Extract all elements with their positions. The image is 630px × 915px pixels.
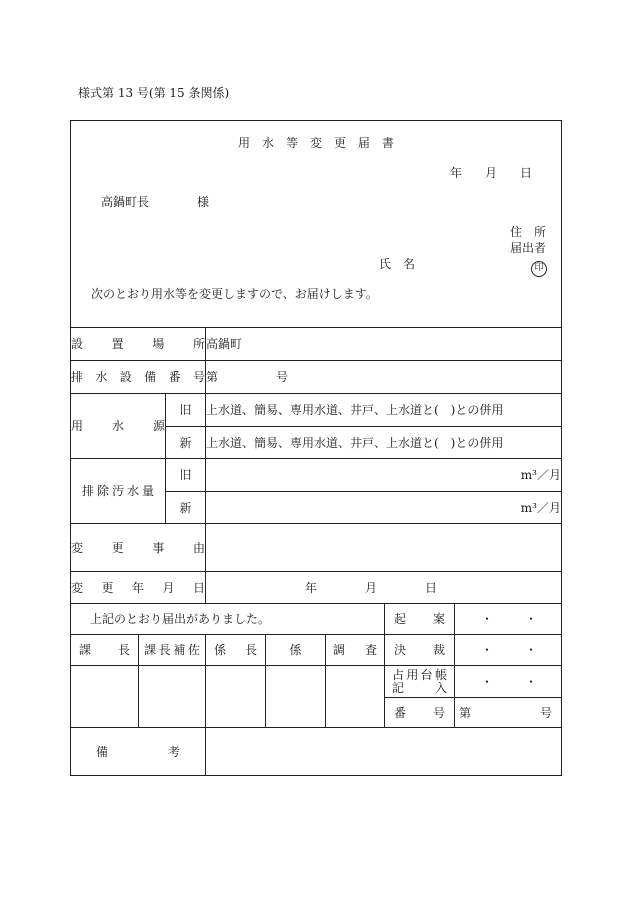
location-label-cell <box>71 328 206 361</box>
number-label <box>394 706 445 720</box>
ledger-label-cell <box>385 666 455 698</box>
form-number: 様式第 13 号(第 15 条関係) <box>78 86 230 100</box>
char: 裁 <box>432 643 445 657</box>
char: 長 <box>158 643 171 657</box>
char: 番 <box>394 705 407 720</box>
form-title <box>238 136 394 150</box>
char: 起 <box>394 612 407 626</box>
change-date-value <box>206 572 562 604</box>
water-source-old-value: 上水道、簡易、専用水道、井戸、上水道と( )との併用 <box>206 394 562 427</box>
char: 占 <box>392 667 405 682</box>
stamp-box-section-head <box>206 666 266 728</box>
char: 届 <box>357 136 370 150</box>
char: 名 <box>402 257 415 271</box>
wastewater-old-label: 旧 <box>166 459 206 492</box>
char: 考 <box>167 744 180 759</box>
ledger-label-line1 <box>392 669 447 682</box>
char: 等 <box>285 136 298 150</box>
water-source-label-cell <box>71 394 166 459</box>
decision-label <box>394 643 445 657</box>
char: 者 <box>534 241 547 255</box>
number-value-cell <box>455 698 562 728</box>
statement: 次のとおり用水等を変更しますので、お届けします。 <box>91 287 378 301</box>
date-year-label: 年 <box>450 166 463 180</box>
drain-number-suffix: 号 <box>275 370 288 384</box>
char: 年 <box>131 580 144 595</box>
char: 決 <box>394 643 407 657</box>
char: 課 <box>79 643 92 657</box>
number-field <box>459 706 552 720</box>
approver-inspection-cell <box>326 635 385 666</box>
change-date-month: 月 <box>364 580 377 595</box>
dot: ・ <box>524 674 537 689</box>
reason-label-cell <box>71 524 206 572</box>
char: 査 <box>364 643 377 657</box>
char: 変 <box>71 580 84 595</box>
decision-date-cell <box>455 635 562 666</box>
date-day-label: 日 <box>519 166 532 180</box>
approver-section-head-label <box>214 643 257 657</box>
change-date-label-cell <box>71 572 206 604</box>
draft-label <box>394 612 445 626</box>
char: 用 <box>238 136 251 150</box>
approver-inspection-label <box>333 643 377 657</box>
address-label <box>510 225 546 239</box>
addressee: 高鍋町長 <box>101 195 150 209</box>
dot: ・ <box>481 643 494 657</box>
char: 氏 <box>379 257 392 271</box>
char: 水 <box>126 484 139 498</box>
change-date-year: 年 <box>305 580 318 595</box>
char: 水 <box>95 370 108 384</box>
char: 用 <box>71 419 84 433</box>
char: 置 <box>111 337 124 351</box>
draft-label-cell <box>385 604 455 635</box>
char: 用 <box>406 667 419 682</box>
char: 源 <box>152 419 165 433</box>
char: 排 <box>82 484 95 498</box>
approver-staff-label: 係 <box>266 635 326 666</box>
location-value: 高鍋町 <box>206 328 562 361</box>
char: 除 <box>96 484 109 498</box>
wastewater-label <box>82 484 154 498</box>
draft-date-cell <box>455 604 562 635</box>
remarks-label <box>96 745 180 759</box>
char: 排 <box>71 370 84 384</box>
date-month-label: 月 <box>484 166 497 180</box>
drain-number-field <box>206 370 288 384</box>
char: 備 <box>96 744 109 759</box>
addressee-honorific: 様 <box>197 195 210 209</box>
approver-chief-cell <box>71 635 139 666</box>
stamp-box-deputy-chief <box>139 666 206 728</box>
char: 日 <box>192 580 205 595</box>
stamp-box-staff <box>266 666 326 728</box>
char: 書 <box>381 136 394 150</box>
remarks-label-cell <box>71 728 206 776</box>
approver-deputy-chief-cell <box>139 635 206 666</box>
change-date-field <box>305 581 437 595</box>
char: 事 <box>152 540 165 555</box>
water-source-new-value: 上水道、簡易、専用水道、井戸、上水道と( )との併用 <box>206 427 562 459</box>
char: 由 <box>192 540 205 555</box>
dot: ・ <box>524 643 537 657</box>
water-source-old-label: 旧 <box>166 394 206 427</box>
char: 佐 <box>187 643 200 657</box>
char: 所 <box>192 337 205 351</box>
char: 長 <box>117 643 130 657</box>
applicant-role-label <box>510 241 546 255</box>
char: 番 <box>168 370 181 384</box>
change-date-label <box>71 581 205 595</box>
decision-date-dots <box>481 643 537 657</box>
seal-mark: 印 <box>531 261 547 277</box>
wastewater-new-unit: m³／月 <box>206 492 562 524</box>
char: 号 <box>192 370 205 384</box>
char: 届 <box>510 241 523 255</box>
char: 長 <box>244 643 257 657</box>
wastewater-label-cell <box>71 459 166 524</box>
char: 変 <box>71 540 84 555</box>
form-header-section <box>71 121 562 328</box>
char: 更 <box>333 136 346 150</box>
ledger-date-dots <box>481 675 537 689</box>
char: 記 <box>392 680 405 695</box>
approver-deputy-chief-label <box>144 643 200 657</box>
char: 案 <box>432 612 445 626</box>
char: 係 <box>214 643 227 657</box>
char: 更 <box>111 540 124 555</box>
dot: ・ <box>481 612 494 626</box>
char: 帳 <box>434 667 447 682</box>
remarks-value <box>206 728 562 776</box>
number-suffix: 号 <box>539 705 552 720</box>
wastewater-old-unit: m³／月 <box>206 459 562 492</box>
approver-section-head-cell <box>206 635 266 666</box>
char: 場 <box>152 337 165 351</box>
char: 水 <box>261 136 274 150</box>
char: 水 <box>111 419 124 433</box>
location-label <box>71 337 205 351</box>
number-prefix: 第 <box>459 705 472 720</box>
water-source-new-label: 新 <box>166 427 206 459</box>
char: 量 <box>141 484 154 498</box>
ledger-label-line2 <box>392 682 447 695</box>
char: 月 <box>162 580 175 595</box>
reason-value <box>206 524 562 572</box>
submission-date <box>450 166 532 180</box>
char: 台 <box>420 667 433 682</box>
ledger-date-cell <box>455 666 562 698</box>
char: 出 <box>522 241 535 255</box>
drain-number-prefix: 第 <box>206 370 219 384</box>
char: 補 <box>173 643 186 657</box>
char: 備 <box>144 370 157 384</box>
stamp-box-chief <box>71 666 139 728</box>
char: 号 <box>432 705 445 720</box>
number-label-cell <box>385 698 455 728</box>
decision-label-cell <box>385 635 455 666</box>
char: 入 <box>434 680 447 695</box>
drain-number-value <box>206 361 562 394</box>
reason-label <box>71 541 205 555</box>
char: 住 <box>510 225 523 239</box>
char: 更 <box>101 580 114 595</box>
char: 調 <box>333 643 346 657</box>
name-label <box>379 257 415 271</box>
char: 汚 <box>111 484 124 498</box>
draft-date-dots <box>481 612 537 626</box>
drain-number-label-cell <box>71 361 206 394</box>
dot: ・ <box>481 674 494 689</box>
dot: ・ <box>524 612 537 626</box>
char: 設 <box>71 337 84 351</box>
received-note: 上記のとおり届出がありました。 <box>71 604 385 635</box>
char: 課 <box>144 643 157 657</box>
approver-chief-label <box>79 643 130 657</box>
wastewater-new-label: 新 <box>166 492 206 524</box>
char: 変 <box>309 136 322 150</box>
drain-number-label <box>71 370 205 384</box>
stamp-box-inspection <box>326 666 385 728</box>
char: 所 <box>533 225 546 239</box>
notification-form <box>70 120 562 776</box>
water-source-label <box>71 419 165 433</box>
char: 設 <box>119 370 132 384</box>
change-date-day: 日 <box>424 580 437 595</box>
